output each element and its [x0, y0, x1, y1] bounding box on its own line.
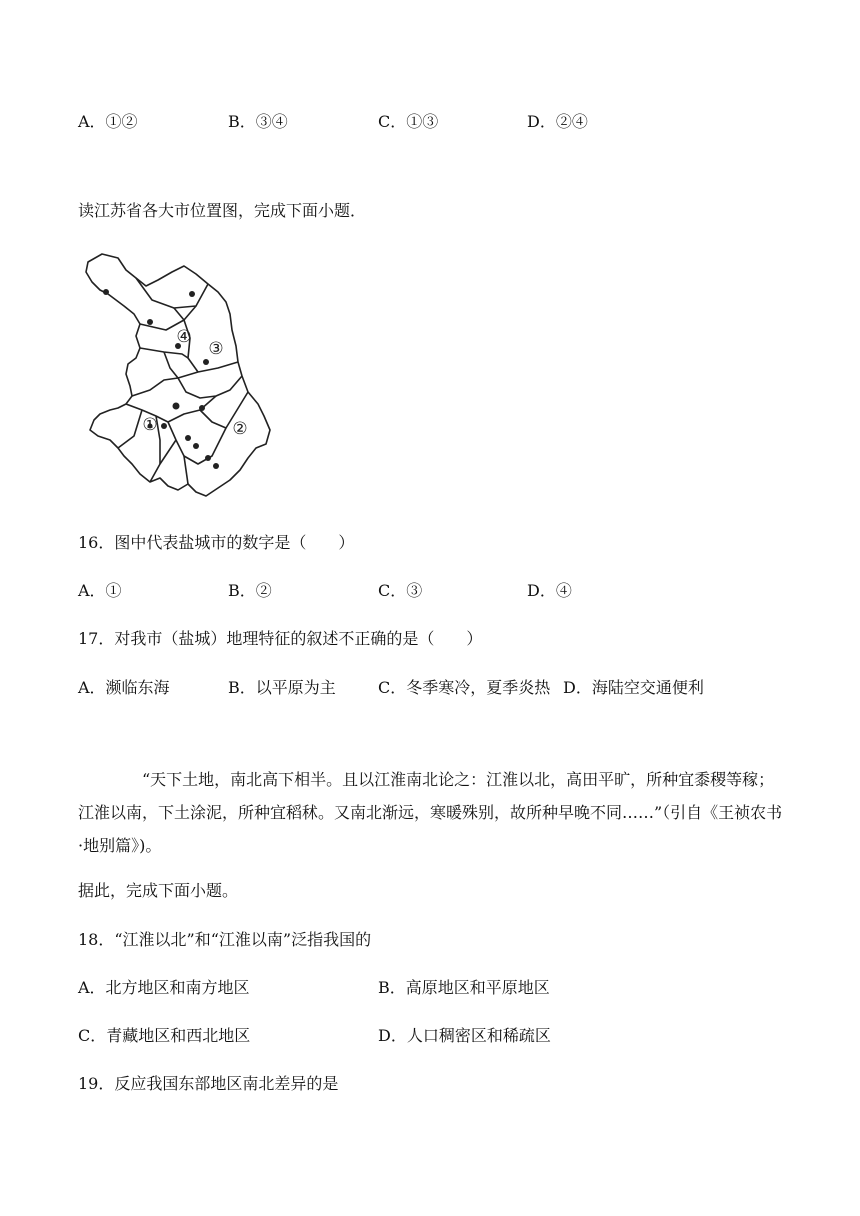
q18-option-c: C．青藏地区和西北地区: [78, 1026, 251, 1045]
passage-intro: 据此，完成下面小题。: [78, 881, 239, 900]
q17-option-d: D．海陆空交通便利: [563, 678, 704, 697]
q15-option-a: A．①②: [78, 112, 138, 131]
q15-option-c: C．①③: [378, 112, 439, 131]
q17-option-c: C．冬季寒冷，夏季炎热: [378, 678, 551, 697]
jiangsu-city-map-icon: [80, 250, 280, 502]
q18-option-d: D．人口稠密区和稀疏区: [378, 1026, 551, 1045]
q16-option-a: A．①: [78, 581, 122, 600]
q16-stem: 16．图中代表盐城市的数字是（ ）: [78, 533, 355, 552]
map-label-4: ④: [176, 327, 192, 347]
q19-stem: 19．反应我国东部地区南北差异的是: [78, 1074, 339, 1093]
q17-option-b: B．以平原为主: [228, 678, 336, 697]
map-label-2: ②: [232, 419, 248, 439]
passage-text: “天下土地，南北高下相半。且以江淮南北论之：江淮以北，高田平旷，所种宜黍稷等稼；江淮以南，下土涂泥，所种宜稻秫。又南北渐远，寒暖殊别，故所种早晚不同……”（引自《王祯农书·地别篇》)。: [78, 770, 783, 855]
q18-option-b: B．高原地区和平原地区: [378, 978, 550, 997]
q18-stem: 18．“江淮以北”和“江淮以南”泛指我国的: [78, 930, 372, 949]
q16-option-d: D．④: [527, 581, 572, 600]
map-label-3: ③: [208, 339, 224, 359]
map-label-1: ①: [142, 415, 158, 435]
q16-option-b: B．②: [228, 581, 272, 600]
q15-option-b: B．③④: [228, 112, 288, 131]
passage: [78, 763, 784, 862]
q16-option-c: C．③: [378, 581, 423, 600]
q17-option-a: A．濒临东海: [78, 678, 170, 697]
q17-stem: 17．对我市（盐城）地理特征的叙述不正确的是（ ）: [78, 629, 483, 648]
q15-option-d: D．②④: [527, 112, 588, 131]
q18-option-a: A．北方地区和南方地区: [78, 978, 250, 997]
map-intro: 读江苏省各大市位置图，完成下面小题．: [78, 201, 367, 220]
